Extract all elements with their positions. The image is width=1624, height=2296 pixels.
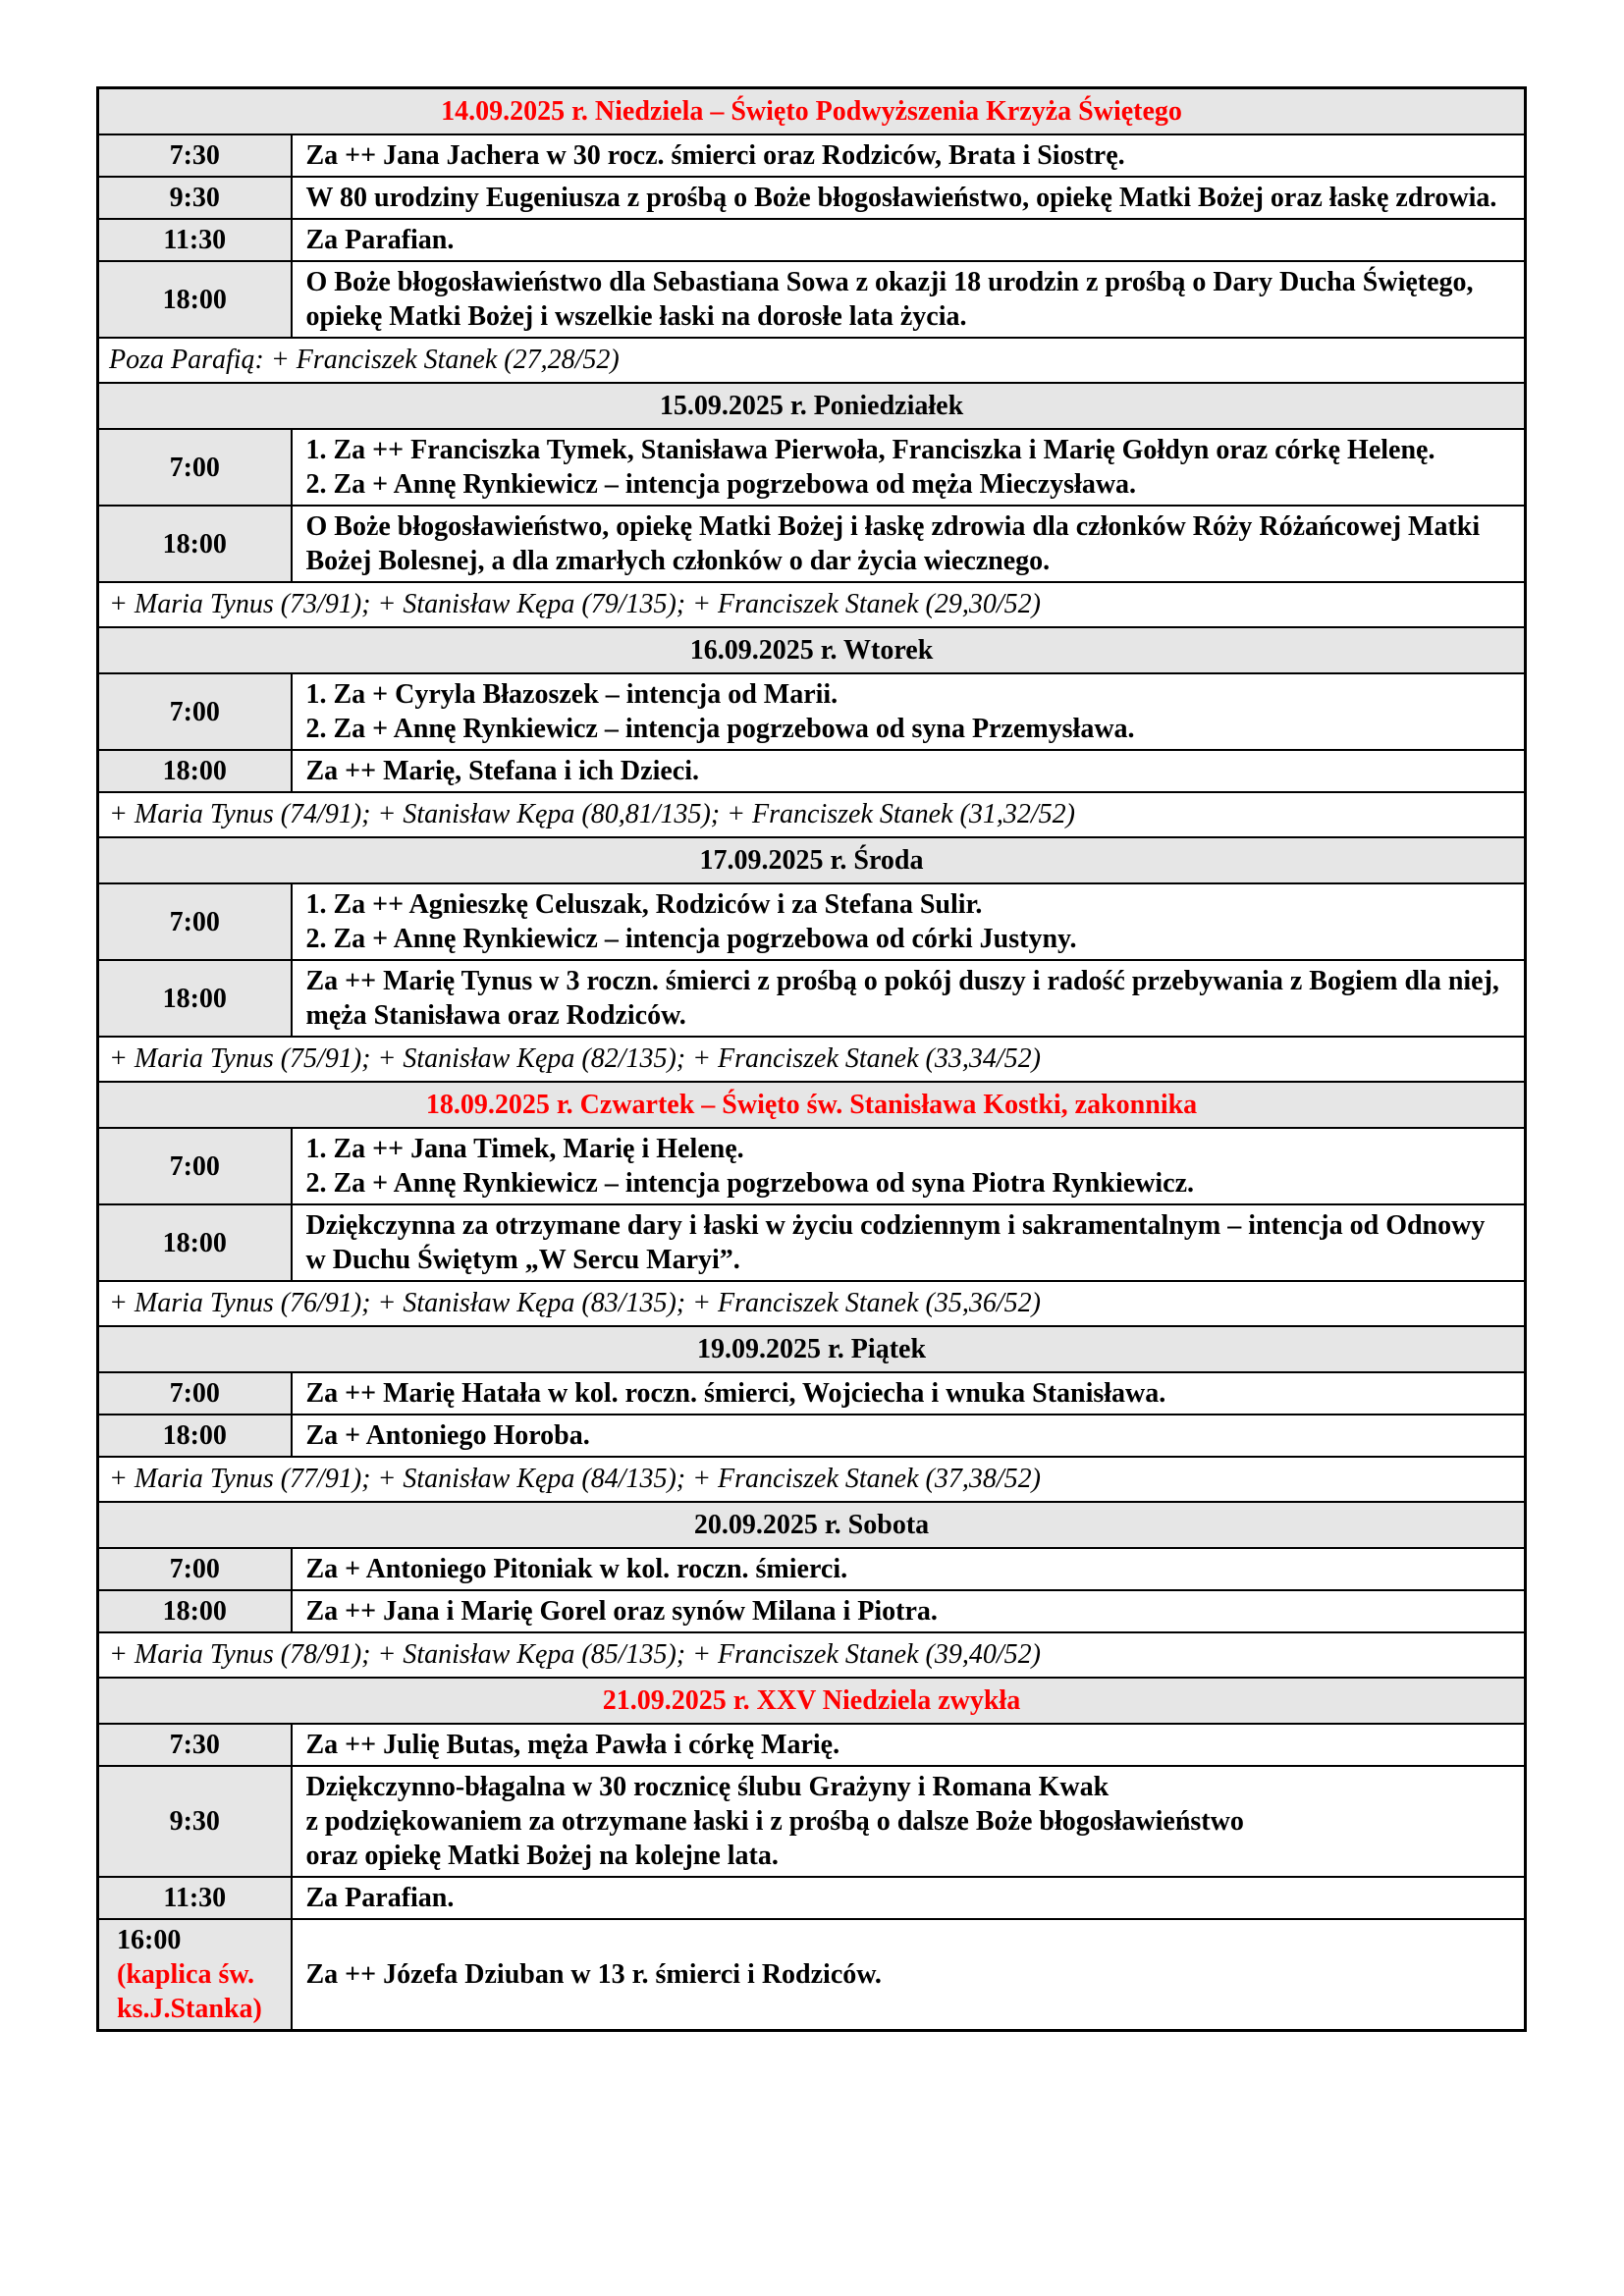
day-header-row [98, 837, 1526, 883]
mass-schedule-table [96, 86, 1527, 2032]
external-intentions-row [98, 1632, 1526, 1678]
intention-line: oraz opiekę Matki Bożej na kolejne lata. [305, 1841, 779, 1871]
mass-row [98, 1724, 1526, 1766]
mass-schedule-table-body [98, 88, 1526, 2031]
mass-row [98, 1766, 1526, 1877]
intention-line: Za + Antoniego Pitoniak w kol. roczn. śmierci. [305, 1554, 848, 1584]
intention-line: Za ++ Marię Hatała w kol. roczn. śmierci, Wojciecha i wnuka Stanisława. [305, 1378, 1166, 1409]
intention-line: Za ++ Jana Jachera w 30 rocz. śmierci oraz Rodziców, Brata i Siostrę. [305, 140, 1125, 171]
time-note: (kaplica św. ks.J.Stanka) [117, 1959, 262, 2024]
time-cell [98, 1128, 292, 1204]
time-cell [98, 1590, 292, 1632]
intention-line: 1. Za ++ Jana Timek, Marię i Helenę. [305, 1134, 744, 1164]
time-label: 18:00 [162, 1227, 227, 1258]
intention-line: z podziękowaniem za otrzymane łaski i z prośbą o dalsze Boże błogosławieństwo [305, 1806, 1244, 1837]
intention-cell [292, 1548, 1526, 1590]
intention-cell [292, 429, 1526, 506]
time-label: 11:30 [163, 225, 227, 255]
intention-line: Za ++ Julię Butas, męża Pawła i córkę Marię. [305, 1730, 840, 1760]
intention-line: Za + Antoniego Horoba. [305, 1420, 590, 1451]
time-cell [98, 1766, 292, 1877]
day-header-row [98, 383, 1526, 429]
external-intentions-text: + Maria Tynus (74/91); + Stanisław Kępa (80,81/135); + Franciszek Stanek (31,32/52) [98, 792, 1526, 837]
time-cell [98, 177, 292, 219]
intention-cell [292, 177, 1526, 219]
intention-line: Za Parafian. [305, 1883, 455, 1913]
time-cell [98, 506, 292, 582]
mass-row [98, 1372, 1526, 1415]
day-header-row [98, 627, 1526, 673]
mass-row [98, 506, 1526, 582]
intention-line: O Boże błogosławieństwo dla Sebastiana Sowa z okazji 18 urodzin z prośbą o Dary Ducha Świętego, opiekę Matki Bożej i wszelkie łaski na dorosłe lata życia. [305, 267, 1474, 332]
time-label: 7:00 [169, 906, 220, 937]
time-label: 7:00 [169, 1554, 220, 1584]
time-cell [98, 134, 292, 177]
time-cell [98, 1548, 292, 1590]
intention-cell [292, 261, 1526, 338]
day-header-row [98, 1502, 1526, 1548]
time-label: 7:00 [169, 696, 220, 727]
intention-line: Za ++ Jana i Marię Gorel oraz synów Milana i Piotra. [305, 1596, 938, 1627]
time-label: 9:30 [169, 183, 220, 213]
intention-cell [292, 1919, 1526, 2031]
day-header: 14.09.2025 r. Niedziela – Święto Podwyższenia Krzyża Świętego [98, 88, 1526, 135]
external-intentions-text: + Maria Tynus (73/91); + Stanisław Kępa (79/135); + Franciszek Stanek (29,30/52) [98, 582, 1526, 627]
time-label: 18:00 [162, 1596, 227, 1627]
time-cell [98, 261, 292, 338]
external-intentions-text: + Maria Tynus (77/91); + Stanisław Kępa (84/135); + Franciszek Stanek (37,38/52) [98, 1457, 1526, 1502]
intention-cell [292, 960, 1526, 1037]
intention-line: Dziękczynno-błagalna w 30 rocznicę ślubu Grażyny i Romana Kwak [305, 1772, 1110, 1802]
mass-row [98, 1128, 1526, 1204]
time-cell [98, 1724, 292, 1766]
intention-cell [292, 1877, 1526, 1919]
intention-cell [292, 1372, 1526, 1415]
intention-line: 1. Za ++ Agnieszkę Celuszak, Rodziców i za Stefana Sulir. [305, 889, 983, 920]
time-cell [98, 1372, 292, 1415]
intention-line: 1. Za + Cyryla Błazoszek – intencja od Marii. [305, 679, 839, 710]
day-header: 19.09.2025 r. Piątek [98, 1326, 1526, 1372]
mass-row [98, 1415, 1526, 1457]
mass-row [98, 134, 1526, 177]
mass-row [98, 673, 1526, 750]
mass-row [98, 960, 1526, 1037]
intention-line: Za ++ Marię Tynus w 3 roczn. śmierci z prośbą o pokój duszy i radość przebywania z Bogiem dla niej, męża Stanisława oraz Rodziców. [305, 966, 1499, 1031]
intention-line: 2. Za + Annę Rynkiewicz – intencja pogrzebowa od córki Justyny. [305, 924, 1077, 954]
intention-cell [292, 883, 1526, 960]
time-cell [98, 1415, 292, 1457]
time-label: 18:00 [162, 756, 227, 786]
time-label: 16:00 [117, 1925, 182, 1955]
external-intentions-text: Poza Parafią: + Franciszek Stanek (27,28/52) [98, 338, 1526, 383]
day-header: 15.09.2025 r. Poniedziałek [98, 383, 1526, 429]
day-header: 18.09.2025 r. Czwartek – Święto św. Stanisława Kostki, zakonnika [98, 1082, 1526, 1128]
intention-cell [292, 1590, 1526, 1632]
mass-row [98, 1548, 1526, 1590]
intention-line: 1. Za ++ Franciszka Tymek, Stanisława Pierwoła, Franciszka i Marię Gołdyn oraz córkę Helenę. [305, 435, 1435, 465]
intention-line: W 80 urodziny Eugeniusza z prośbą o Boże błogosławieństwo, opiekę Matki Bożej oraz łaskę zdrowia. [305, 183, 1497, 213]
intention-line: 2. Za + Annę Rynkiewicz – intencja pogrzebowa od syna Przemysława. [305, 714, 1135, 744]
intention-line: Dziękczynna za otrzymane dary i łaski w życiu codziennym i sakramentalnym – intencja od Odnowy w Duchu Świętym „W Sercu Maryi”. [305, 1210, 1486, 1275]
intention-cell [292, 1128, 1526, 1204]
day-header-row [98, 88, 1526, 135]
time-cell [98, 1877, 292, 1919]
intention-cell [292, 673, 1526, 750]
intention-line: 2. Za + Annę Rynkiewicz – intencja pogrzebowa od syna Piotra Rynkiewicz. [305, 1168, 1195, 1199]
intention-cell [292, 506, 1526, 582]
mass-row [98, 261, 1526, 338]
external-intentions-row [98, 1281, 1526, 1326]
time-cell [98, 1204, 292, 1281]
day-header-row [98, 1326, 1526, 1372]
time-label: 18:00 [162, 284, 227, 315]
mass-row [98, 1204, 1526, 1281]
intention-cell [292, 750, 1526, 792]
time-cell [98, 429, 292, 506]
time-cell [98, 673, 292, 750]
intention-line: Za ++ Józefa Dziuban w 13 r. śmierci i Rodziców. [305, 1959, 882, 1990]
day-header: 17.09.2025 r. Środa [98, 837, 1526, 883]
external-intentions-row [98, 338, 1526, 383]
time-label: 7:00 [169, 452, 220, 483]
time-label: 7:00 [169, 1378, 220, 1409]
external-intentions-row [98, 1457, 1526, 1502]
time-label: 7:00 [169, 1150, 220, 1182]
mass-row [98, 429, 1526, 506]
external-intentions-text: + Maria Tynus (76/91); + Stanisław Kępa (83/135); + Franciszek Stanek (35,36/52) [98, 1281, 1526, 1326]
external-intentions-row [98, 1037, 1526, 1082]
time-cell [98, 750, 292, 792]
intention-cell [292, 134, 1526, 177]
time-label: 11:30 [163, 1883, 227, 1913]
mass-row [98, 883, 1526, 960]
time-label: 7:30 [169, 1730, 220, 1760]
mass-row [98, 1919, 1526, 2031]
external-intentions-text: + Maria Tynus (78/91); + Stanisław Kępa (85/135); + Franciszek Stanek (39,40/52) [98, 1632, 1526, 1678]
day-header-row [98, 1082, 1526, 1128]
time-label: 18:00 [162, 983, 227, 1014]
intention-line: O Boże błogosławieństwo, opiekę Matki Bożej i łaskę zdrowia dla członków Róży Różańcowej Matki Bożej Bolesnej, a dla zmarłych członków o dar życia wiecznego. [305, 511, 1481, 576]
external-intentions-text: + Maria Tynus (75/91); + Stanisław Kępa (82/135); + Franciszek Stanek (33,34/52) [98, 1037, 1526, 1082]
intention-line: 2. Za + Annę Rynkiewicz – intencja pogrzebowa od męża Mieczysława. [305, 469, 1137, 500]
external-intentions-row [98, 792, 1526, 837]
mass-row [98, 177, 1526, 219]
intention-cell [292, 219, 1526, 261]
intention-line: Za Parafian. [305, 225, 455, 255]
mass-row [98, 750, 1526, 792]
external-intentions-row [98, 582, 1526, 627]
time-cell [98, 1919, 292, 2031]
mass-row [98, 219, 1526, 261]
day-header-row [98, 1678, 1526, 1724]
time-cell [98, 960, 292, 1037]
intention-cell [292, 1415, 1526, 1457]
mass-row [98, 1877, 1526, 1919]
mass-row [98, 1590, 1526, 1632]
day-header: 16.09.2025 r. Wtorek [98, 627, 1526, 673]
intention-line: Za ++ Marię, Stefana i ich Dzieci. [305, 756, 699, 786]
day-header: 21.09.2025 r. XXV Niedziela zwykła [98, 1678, 1526, 1724]
intention-cell [292, 1204, 1526, 1281]
time-label: 7:30 [169, 140, 220, 171]
time-label: 18:00 [162, 1420, 227, 1451]
day-header: 20.09.2025 r. Sobota [98, 1502, 1526, 1548]
time-cell [98, 883, 292, 960]
intention-cell [292, 1724, 1526, 1766]
time-label: 18:00 [162, 528, 227, 560]
time-cell [98, 219, 292, 261]
intention-cell [292, 1766, 1526, 1877]
time-label: 9:30 [169, 1806, 220, 1837]
